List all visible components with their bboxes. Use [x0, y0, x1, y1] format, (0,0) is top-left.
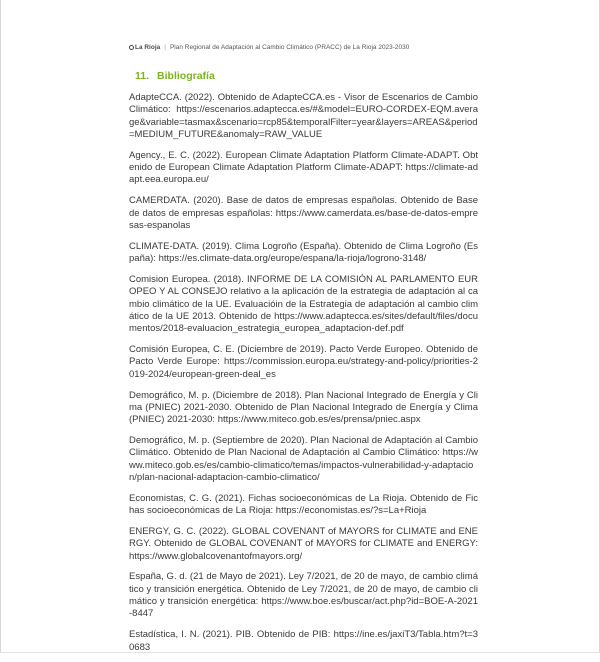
bibliography-entry: Estadística, I. N. (2021). PIB. Obtenido de PIB: https://ine.es/jaxiT3/Tabla.htm?t=30683 — [129, 629, 478, 653]
section-title-text: Bibliografía — [157, 70, 215, 82]
page-header — [129, 44, 409, 51]
header-separator: | — [164, 44, 166, 51]
la-rioja-logo — [129, 44, 160, 51]
bibliography-entry: Demográfico, M. p. (Septiembre de 2020). Plan Nacional de Adaptación al Cambio Climático. Obtenido de Plan Nacional de Adaptación al Cambio Climático: https://www.miteco.gob.es/es/cambio-climatico/temas/impactos-vulnerabilidad-y-adaptacion/plan-nacional-adaptacion-cambio-climatico/ — [129, 434, 478, 483]
bibliography-entry: España, G. d. (21 de Mayo de 2021). Ley 7/2021, de 20 de mayo, de cambio climático y transición energética. Obtenido de Ley 7/2021, de 20 de mayo, de cambio climático y transición energética: https://www.boe.es/buscar/act.php?id=BOE-A-2021-8447 — [129, 571, 478, 620]
bibliography-list — [129, 92, 478, 662]
logo-mark-icon — [129, 45, 134, 50]
bibliography-entry: CAMERDATA. (2020). Base de datos de empresas españolas. Obtenido de Base de datos de empresas españolas: https://www.camerdata.es/base-de-datos-empresas-espanolas — [129, 195, 478, 231]
document-title: Plan Regional de Adaptación al Cambio Climático (PRACC) de La Rioja 2023-2030 — [169, 44, 410, 51]
section-heading — [135, 70, 215, 82]
bibliography-entry: Comisión Europea, C. E. (Diciembre de 2019). Pacto Verde Europeo. Obtenido de Pacto Verde Europe: https://commission.europa.eu/strategy-and-policy/priorities-2019-2024/european-green-deal_es — [129, 344, 478, 380]
bibliography-entry: CLIMATE-DATA. (2019). Clima Logroño (España). Obtenido de Clima Logroño (España): https://es.climate-data.org/europe/espana/la-rioja/logrono-3148/ — [129, 240, 478, 265]
bibliography-entry: Economistas, C. G. (2021). Fichas socioeconómicas de La Rioja. Obtenido de Fichas socioeconómicas de La Rioja: https://economistas.es/?s=La+Rioja — [129, 492, 478, 517]
bibliography-entry: Demográfico, M. p. (Diciembre de 2018). Plan Nacional Integrado de Energía y Clima (PNIEC) 2021-2030. Obtenido de Plan Nacional Integrado de Energía y Clima (PNIEC) 2021-2030: https://www.miteco.gob.es/es/prensa/pniec.aspx — [129, 389, 478, 426]
bibliography-entry: AdapteCCA. (2022). Obtenido de AdapteCCA.es - Visor de Escenarios de Cambio Climático: https://escenarios.adaptecca.es/#&model=EURO-CORDEX-EQM.average&variable=tasmax&scenario=rcp85&temporalFilter=year&layers=AREAS&period=MEDIUM_FUTURE&anomaly=RAW_VALUE — [129, 92, 478, 140]
bibliography-entry: Agency., E. C. (2022). European Climate Adaptation Platform Climate-ADAPT. Obtenido de European Climate Adaptation Platform Climate-ADAPT: https://climate-adapt.eea.europa.eu/ — [129, 149, 478, 186]
bibliography-entry: ENERGY, G. C. (2022). GLOBAL COVENANT of MAYORS for CLIMATE and ENERGY. Obtenido de GLOBAL COVENANT of MAYORS for CLIMATE and ENERGY: https://www.globalcovenantofmayors.org/ — [129, 525, 478, 562]
logo-text: La Rioja — [135, 44, 161, 51]
bibliography-entry: Comision Europea. (2018). INFORME DE LA COMISIÓN AL PARLAMENTO EUROPEO Y AL CONSEJO relativo a la aplicación de la estrategia de adaptación al cambio climático de la UE. Evaluacióin de la Estrategia de adaptación al cambio climático de la UE 2013. Obtenido de https://www.adaptecca.es/sites/default/files/documentos/2018-evaluacion_estrategia_europea_adaptacion-def.pdf — [129, 273, 478, 335]
section-number: 11. — [135, 70, 150, 82]
